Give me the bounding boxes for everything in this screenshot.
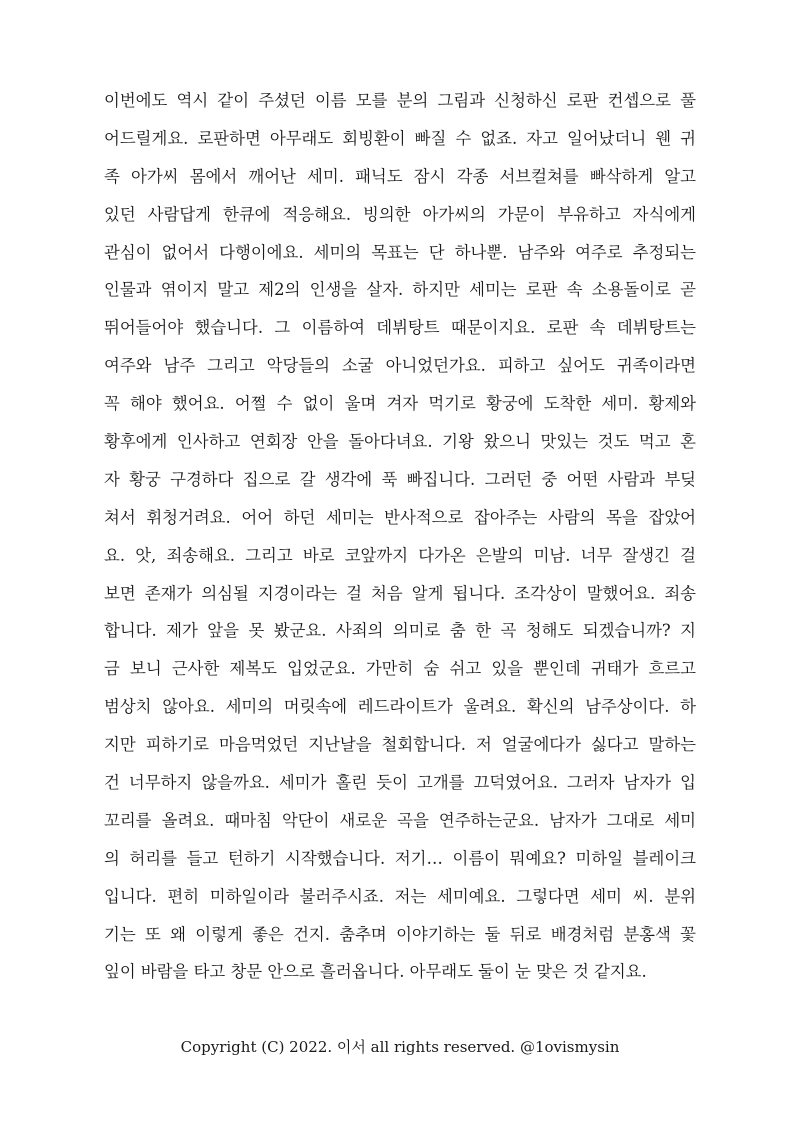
story-line: 입니다. 편히 미하일이라 불러주시죠. 저는 세미예요. 그렇다면 세미 씨. 분위 bbox=[104, 886, 696, 906]
story-line: 이번에도 역시 같이 주셨던 이름 모를 분의 그림과 신청하신 로판 컨셉으로 풀 bbox=[104, 91, 696, 110]
story-line: 뛰어들어야 했습니다. 그 이름하여 데뷔탕트 때문이지요. 로판 속 데뷔탕트는 bbox=[104, 318, 696, 338]
story-line: 황후에게 인사하고 연회장 안을 돌아다녀요. 기왕 왔으니 맛있는 것도 먹고 혼 bbox=[104, 432, 696, 452]
story-line: 족 아가씨 몸에서 깨어난 세미. 패닉도 잠시 각종 서브컬쳐를 빠삭하게 알고 bbox=[104, 166, 696, 186]
story-line: 지만 피하기로 마음먹었던 지난날을 철회합니다. 저 얼굴에다가 싫다고 말하는 bbox=[104, 735, 696, 755]
story-line: 자 황궁 구경하다 집으로 갈 생각에 푹 빠집니다. 그러던 중 어떤 사람과 부딪 bbox=[104, 469, 696, 489]
story-line: 합니다. 제가 앞을 못 봤군요. 사죄의 의미로 춤 한 곡 청해도 되겠습니까? 지 bbox=[104, 621, 696, 641]
story-line: 관심이 없어서 다행이에요. 세미의 목표는 단 하나뿐. 남주와 여주로 추정되는 bbox=[104, 242, 696, 262]
story-line: 꼬리를 올려요. 때마침 악단이 새로운 곡을 연주하는군요. 남자가 그대로 세미 bbox=[104, 810, 696, 830]
story-line: 의 허리를 들고 턴하기 시작했습니다. 저기… 이름이 뭐예요? 미하일 블레이크 bbox=[104, 848, 696, 868]
story-line: 잎이 바람을 타고 창문 안으로 흘러옵니다. 아무래도 둘이 눈 맞은 것 같지요. bbox=[104, 962, 647, 982]
story-line: 있던 사람답게 한큐에 적응해요. 빙의한 아가씨의 가문이 부유하고 자식에게 bbox=[104, 204, 696, 224]
story-line: 여주와 남주 그리고 악당들의 소굴 아니었던가요. 피하고 싶어도 귀족이라면 bbox=[104, 356, 696, 376]
story-line: 인물과 엮이지 말고 제2의 인생을 살자. 하지만 세미는 로판 속 소용돌이로 곧 bbox=[104, 280, 696, 300]
story-text bbox=[104, 82, 696, 991]
story-line: 요. 앗, 죄송해요. 그리고 바로 코앞까지 다가온 은발의 미남. 너무 잘생긴 걸 bbox=[104, 545, 696, 565]
copyright-notice: Copyright (C) 2022. 이서 all rights reserved. @1ovismysin bbox=[180, 1038, 620, 1056]
story-line: 범상치 않아요. 세미의 머릿속에 레드라이트가 울려요. 확신의 남주상이다. 하 bbox=[104, 697, 696, 717]
story-line: 꼭 해야 했어요. 어쩔 수 없이 울며 겨자 먹기로 황궁에 도착한 세미. 황제와 bbox=[104, 394, 696, 414]
story-line: 기는 또 왜 이렇게 좋은 건지. 춤추며 이야기하는 둘 뒤로 배경처럼 분홍색 꽃 bbox=[104, 924, 696, 944]
story-line: 쳐서 휘청거려요. 어어 하던 세미는 반사적으로 잡아주는 사람의 목을 잡았어 bbox=[104, 507, 696, 527]
story-line: 보면 존재가 의심될 지경이라는 걸 처음 알게 됩니다. 조각상이 말했어요. 죄송 bbox=[104, 583, 696, 603]
story-line: 어드릴게요. 로판하면 아무래도 회빙환이 빠질 수 없죠. 자고 일어났더니 웬 귀 bbox=[104, 128, 696, 148]
story-line: 금 보니 근사한 제복도 입었군요. 가만히 숨 쉬고 있을 뿐인데 귀태가 흐르고 bbox=[104, 659, 696, 679]
story-line: 건 너무하지 않을까요. 세미가 홀린 듯이 고개를 끄덕였어요. 그러자 남자가 입 bbox=[104, 773, 696, 793]
